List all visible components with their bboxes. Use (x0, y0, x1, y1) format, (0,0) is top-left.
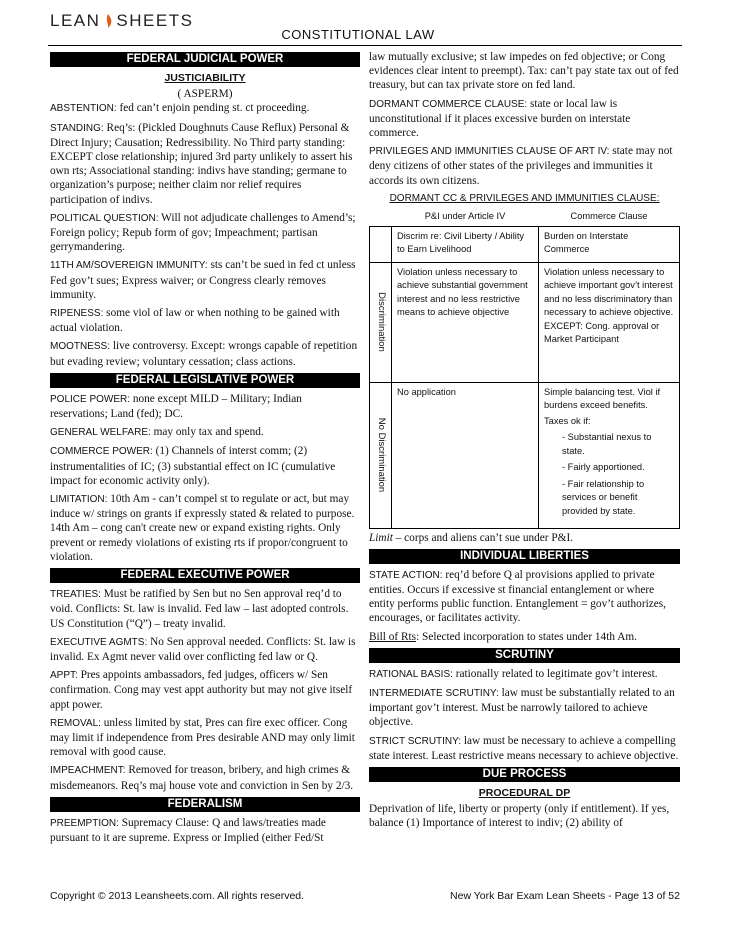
paragraph: RIPENESS: some viol of law or when nothing to be gained with actual violation. (50, 307, 340, 335)
mnemonic: ( ASPERM) (177, 88, 233, 101)
paragraph: Limit – corps and aliens can’t sue under P&I. (369, 531, 574, 544)
brand-logo (50, 11, 193, 31)
list-item: - Substantial nexus to state. (562, 432, 652, 456)
paragraph: Bill of Rts: Selected incorporation to states under 14th Am. (369, 630, 637, 643)
subheading: JUSTICIABILITY (164, 72, 246, 84)
right-column (369, 50, 680, 835)
paragraph: MOOTNESS: live controversy. Except: wrongs capable of repetition but evading review; voluntary cessation; class actions. (50, 340, 358, 368)
left-column (50, 50, 360, 849)
table-header: Commerce Clause (570, 211, 648, 222)
paragraph: POLICE POWER: none except MILD – Military; Indian reservations; Land (fed); DC. (50, 392, 302, 421)
table-cell (539, 382, 680, 528)
paragraph: PREEMPTION: Supremacy Clause: Q and laws/treaties made pursuant to it are supreme. Express or Implied (either Fed/St (50, 816, 326, 844)
section-heading: FEDERAL JUDICIAL POWER (50, 52, 360, 67)
table-title: DORMANT CC & PRIVILEGES AND IMMUNITIES CLAUSE: (389, 192, 660, 204)
paragraph: LIMITATION: 10th Am - can’t compel st to regulate or act, but may induce w/ strings on grants if expressly stated & related to purpose. 14th Am – cong can't create new or expand existing rights. Only prevent or remedy violations of existing rts if propor/congruent to violation. (50, 493, 355, 563)
section-heading: DUE PROCESS (369, 767, 680, 782)
table-cell: Burden on Interstate Commerce (539, 226, 680, 262)
table-cell: Discrim re: Civil Liberty / Ability to Earn Livelihood (392, 226, 539, 262)
paragraph: TREATIES: Must be ratified by Sen but no Sen approval req’d to void. Conflicts: St. law is invalid. Fed law – last adopted controls. US Constitution (“Q”) – treaty invalid. (50, 588, 349, 630)
table-cell: Violation unless necessary to achieve important gov’t interest and no less discriminatory than necessary to achieve objective. EXCEPT: Cong. approval or Market Participant (539, 262, 680, 382)
page-title: CONSTITUTIONAL LAW (281, 27, 435, 42)
row-label: Discrimination (375, 292, 387, 352)
table-header: P&I under Article IV (424, 211, 506, 222)
section-heading: FEDERALISM (50, 797, 360, 812)
paragraph: GENERAL WELFARE: may only tax and spend. (50, 426, 264, 439)
paragraph: INTERMEDIATE SCRUTINY: law must be substantially related to an important gov’t interest. Must be narrowly tailored to achieve objective. (369, 686, 675, 729)
paragraph: APPT: Pres appoints ambassadors, fed judges, officers w/ Sen confirmation. Cong may vest appt authority but may not give itself appt power. (50, 669, 353, 711)
footer-copyright: Copyright © 2013 Leansheets.com. All rights reserved. (50, 890, 305, 902)
row-label: No Discrimination (375, 417, 387, 493)
paragraph: IMPEACHMENT: Removed for treason, bribery, and high crimes & misdemeanors. Req’s maj house vote and conviction in Sen by 2/3. (50, 764, 354, 792)
paragraph: COMMERCE POWER: (1) Channels of interst comm; (2) instrumentalities of IC; (3) substantial effect on IC (cumulative impact for economic activity only). (50, 445, 336, 487)
cell-text: Simple balancing test. Viol if burdens exceed benefits. (544, 386, 661, 411)
header-rule (48, 45, 682, 46)
paragraph: 11TH AM/SOVEREIGN IMMUNITY: sts can’t be sued in fed ct unless Fed gov’t sues; Express waiver; or Congress clearly removes immunity. (50, 259, 356, 301)
subheading: PROCEDURAL DP (478, 786, 571, 799)
section-heading: INDIVIDUAL LIBERTIES (369, 549, 680, 564)
paragraph: PRIVILEGES AND IMMUNITIES CLAUSE OF ART IV: state may not deny citizens of other states of the privileges and immunities it accords its own citizens. (369, 145, 673, 187)
paragraph: EXECUTIVE AGMTS: No Sen approval needed. Conflicts: St. law is invalid. Ex Agmt never valid over conflicting fed law or Q. (50, 635, 356, 663)
table-cell: No application (392, 382, 539, 528)
paragraph: STATE ACTION: req’d before Q al provisions applied to private entities. Occurs if excessive st financial entanglement or where entity performs public function. Entanglement = gov’t authorizes, encourages, or facilitates activity. (369, 568, 666, 625)
paragraph: Deprivation of life, liberty or property (only if entitlement). If yes, balance (1) Importance of interest to indiv; (2) ability of (369, 803, 670, 830)
list-item: - Fair relationship to services or benefit provided by state. (562, 478, 645, 516)
taxes-list (544, 431, 674, 518)
brand-left: LEAN (50, 11, 101, 30)
comparison-table (369, 208, 680, 529)
paragraph: POLITICAL QUESTION: Will not adjudicate challenges to Amend’s; Foreign policy; Repub form of gov; Impeachment; partisan gerrymandering. (50, 211, 356, 254)
paragraph: STRICT SCRUTINY: law must be necessary to achieve a compelling state interest. Least restrictive means necessary to achieve objective. (369, 734, 679, 762)
brand-right: SHEETS (116, 11, 194, 30)
paragraph: REMOVAL: unless limited by stat, Pres can fire exec officer. Cong may limit if independence from Pres desirable AND may only limit removal with good cause. (50, 716, 355, 759)
list-item: - Fairly apportioned. (562, 462, 645, 473)
section-heading: FEDERAL EXECUTIVE POWER (50, 568, 360, 583)
paragraph: RATIONAL BASIS: rationally related to legitimate gov’t interest. (369, 667, 658, 680)
paragraph: STANDING: Req’s: (Pickled Doughnuts Cause Reflux) Personal & Direct Injury; Causation; Redressibility. No Third party standing: EXCEPT close relationship; injured 3rd party unlikely to assert his own rts; Associational standing: indivs have standing; germane to organization’s purpose; neither claim nor relief requires participation of indivs. (50, 121, 353, 206)
table-cell: Violation unless necessary to achieve substantial government interest and no less restrictive means to achieve objective (392, 262, 539, 382)
paragraph: law mutually exclusive; st law impedes on fed objective; or Cong evidences clear intent to preempt). Tax: can’t pay state tax out of fed treasury, but can tax private store on fed land. (369, 51, 679, 92)
footer-page: New York Bar Exam Lean Sheets - Page 13 of 52 (450, 890, 680, 902)
section-heading: SCRUTINY (369, 648, 680, 663)
section-heading: FEDERAL LEGISLATIVE POWER (50, 373, 360, 388)
paragraph: DORMANT COMMERCE CLAUSE: state or local law is unconstitutional if it places excessive burden on interstate commerce. (369, 97, 631, 140)
flame-icon (102, 14, 114, 28)
cell-text: Taxes ok if: (544, 415, 591, 426)
paragraph: ABSTENTION: fed can’t enjoin pending st. ct proceeding. (50, 102, 310, 115)
